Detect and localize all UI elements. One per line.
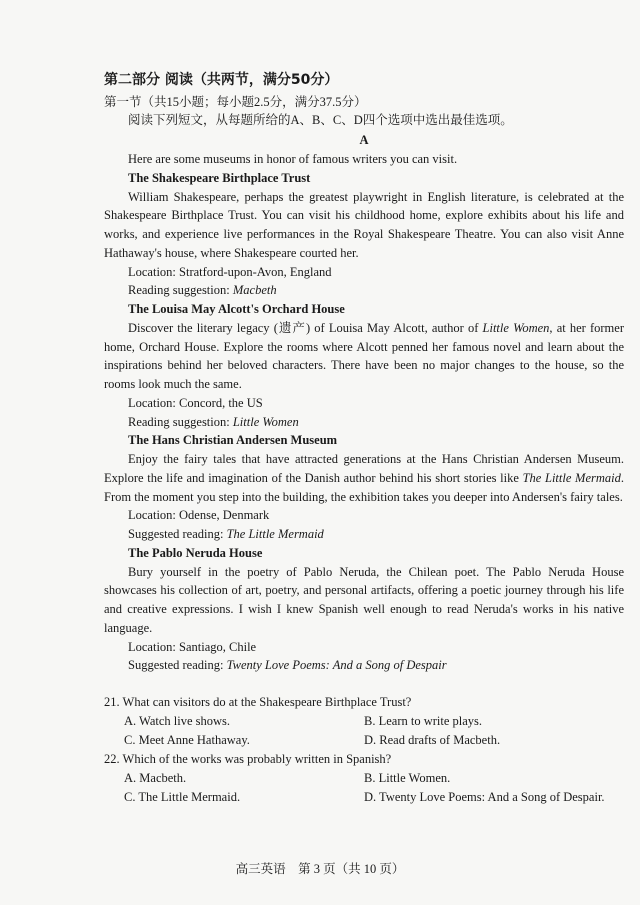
body-pre: Enjoy the fairy tales that have attracted generations at the Hans Christian Andersen Museum. Explore the life and imagination of the Danish author behind his short stories like	[104, 452, 624, 485]
reading-label: Suggested reading:	[128, 658, 227, 673]
museum-reading-alcott	[104, 413, 624, 432]
reading-title: Little Women	[232, 414, 299, 429]
reading-label: Suggested reading:	[128, 527, 227, 541]
museum-body-shakespeare: William Shakespeare, perhaps the greatest playwright in English literature, is celebrated at the Shakespeare Birthplace Trust. You can visit his childhood home, explore exhibits about his life and works, and experience live performances in the Royal Shakespeare Theatre. You can also visit Anne Hathaway's house, where Shakespeare courted her.	[104, 189, 624, 260]
museum-location-neruda: Location: Santiago, Chile	[128, 639, 257, 654]
option-c: C. The Little Mermaid.	[124, 790, 241, 804]
museum-location-shakespeare: Location: Stratford-upon-Avon, England	[128, 264, 332, 279]
museum-body-andersen	[104, 450, 624, 506]
body-post: , at her former home, Orchard House. Explore the rooms where Alcott penned her famous novel and learn about the inspirations behind her beloved characters. There have been no major changes to the house, so the rooms look much the same.	[104, 320, 624, 391]
museum-title-neruda: The Pablo Neruda House	[128, 545, 263, 560]
body-italic: The Little Mermaid	[522, 470, 621, 485]
page-content	[104, 70, 624, 807]
section-title: 第一节（共15小题；每小题2.5分，满分37.5分）	[104, 95, 367, 109]
body-pre: Discover the literary legacy (遗产) of Louisa May Alcott, author of	[128, 320, 483, 335]
museum-title-alcott: The Louisa May Alcott's Orchard House	[128, 302, 345, 316]
question-options	[104, 769, 624, 807]
body-post: . From the moment you step into the building, the exhibition takes you deeper into Andersen's fairy tales.	[104, 470, 624, 504]
option-a: A. Macbeth.	[124, 771, 187, 785]
museum-body-alcott	[104, 319, 624, 394]
question-stem: 21. What can visitors do at the Shakespeare Birthplace Trust?	[104, 695, 412, 709]
museum-reading-shakespeare	[104, 281, 624, 300]
reading-title: Macbeth	[232, 283, 277, 298]
part-title: 第二部分 阅读（共两节，满分50分）	[104, 72, 339, 88]
museum-title-shakespeare: The Shakespeare Birthplace Trust	[128, 170, 311, 185]
museum-location-andersen: Location: Odense, Denmark	[128, 508, 270, 523]
option-b: B. Learn to write plays.	[364, 714, 483, 728]
option-d: D. Twenty Love Poems: And a Song of Despair.	[364, 790, 605, 804]
body-italic: Little Women	[482, 320, 550, 335]
reading-label: Reading suggestion:	[128, 283, 233, 298]
reading-title: Twenty Love Poems: And a Song of Despair	[226, 658, 447, 673]
museum-reading-neruda	[104, 656, 624, 675]
page-footer: 高三英语 第 3 页（共 10 页）	[235, 862, 405, 876]
reading-title: The Little Mermaid	[226, 527, 324, 541]
reading-label: Reading suggestion:	[128, 414, 233, 429]
museum-reading-andersen	[104, 525, 624, 544]
option-a: A. Watch live shows.	[124, 714, 231, 728]
passage-letter: A	[359, 133, 369, 147]
questions	[104, 693, 624, 807]
question-options	[104, 712, 624, 750]
museum-body-neruda: Bury yourself in the poetry of Pablo Neruda, the Chilean poet. The Pablo Neruda House showcases his collection of art, poetry, and personal artifacts, offering a poetic journey through his life and creative expressions. I wish I knew Spanish well enough to read Neruda's works in his native language.	[104, 564, 624, 635]
instruction: 阅读下列短文，从每题所给的A、B、C、D四个选项中选出最佳选项。	[128, 113, 513, 127]
museum-title-andersen: The Hans Christian Andersen Museum	[128, 433, 338, 448]
option-d: D. Read drafts of Macbeth.	[364, 733, 501, 747]
option-c: C. Meet Anne Hathaway.	[124, 733, 250, 747]
question-stem: 22. Which of the works was probably written in Spanish?	[104, 752, 392, 766]
option-b: B. Little Women.	[364, 771, 451, 785]
museum-location-alcott: Location: Concord, the US	[128, 395, 263, 410]
passage-intro: Here are some museums in honor of famous writers you can visit.	[128, 152, 458, 166]
